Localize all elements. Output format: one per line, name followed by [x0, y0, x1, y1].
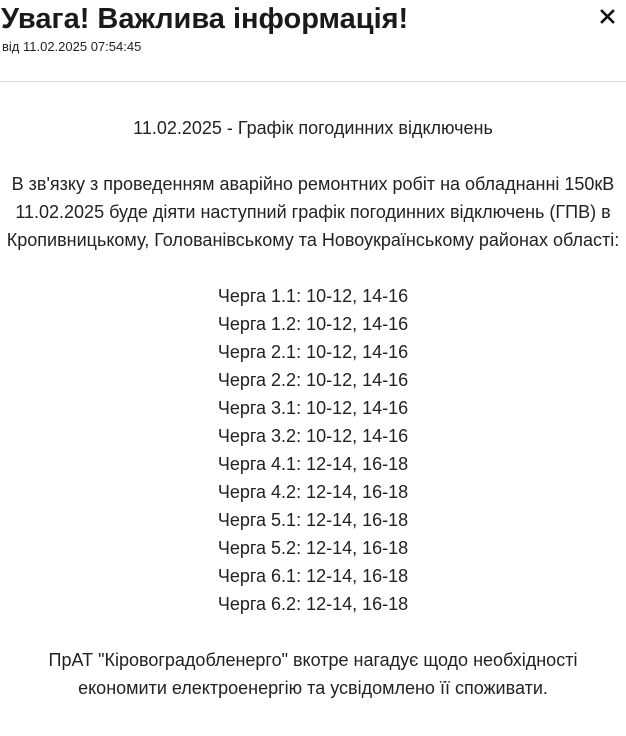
modal-title: Увага! Важлива інформація!: [1, 3, 409, 35]
notice-headline: 11.02.2025 - Графік погодинних відключень: [133, 118, 493, 138]
schedule-item: Черга 2.1: 10-12, 14-16: [217, 342, 409, 362]
schedule-list: [0, 282, 626, 618]
modal-body: [0, 114, 626, 702]
schedule-item: Черга 1.2: 10-12, 14-16: [217, 314, 409, 334]
schedule-item: Черга 4.1: 12-14, 16-18: [217, 454, 409, 474]
schedule-item: Черга 3.1: 10-12, 14-16: [217, 398, 409, 418]
modal-date: від 11.02.2025 07:54:45: [2, 39, 142, 54]
schedule-item: Черга 4.2: 12-14, 16-18: [217, 482, 409, 502]
schedule-item: Черга 6.2: 12-14, 16-18: [217, 594, 409, 614]
schedule-item: Черга 5.1: 12-14, 16-18: [217, 510, 409, 530]
schedule-item: Черга 2.2: 10-12, 14-16: [217, 370, 409, 390]
schedule-item: Черга 5.2: 12-14, 16-18: [217, 538, 409, 558]
close-button[interactable]: [596, 4, 620, 28]
schedule-item: Черга 3.2: 10-12, 14-16: [217, 426, 409, 446]
schedule-item: Черга 1.1: 10-12, 14-16: [217, 286, 409, 306]
notice-intro: В зв'язку з проведенням аварійно ремонтних робіт на обладнанні 150кВ 11.02.2025 буде діяти наступний графік погодинних відключень (ГПВ) в Кропивницькому, Голованівському та Новоукраїнському районах області:: [6, 174, 620, 250]
close-icon: [596, 4, 620, 28]
modal-header: [0, 0, 626, 82]
schedule-item: Черга 6.1: 12-14, 16-18: [217, 566, 409, 586]
header-divider: [0, 81, 626, 82]
notice-footer: ПрАТ "Кіровоградобленерго" вкотре нагадує щодо необхідності економити електроенергію та усвідомлено її споживати.: [48, 650, 578, 698]
